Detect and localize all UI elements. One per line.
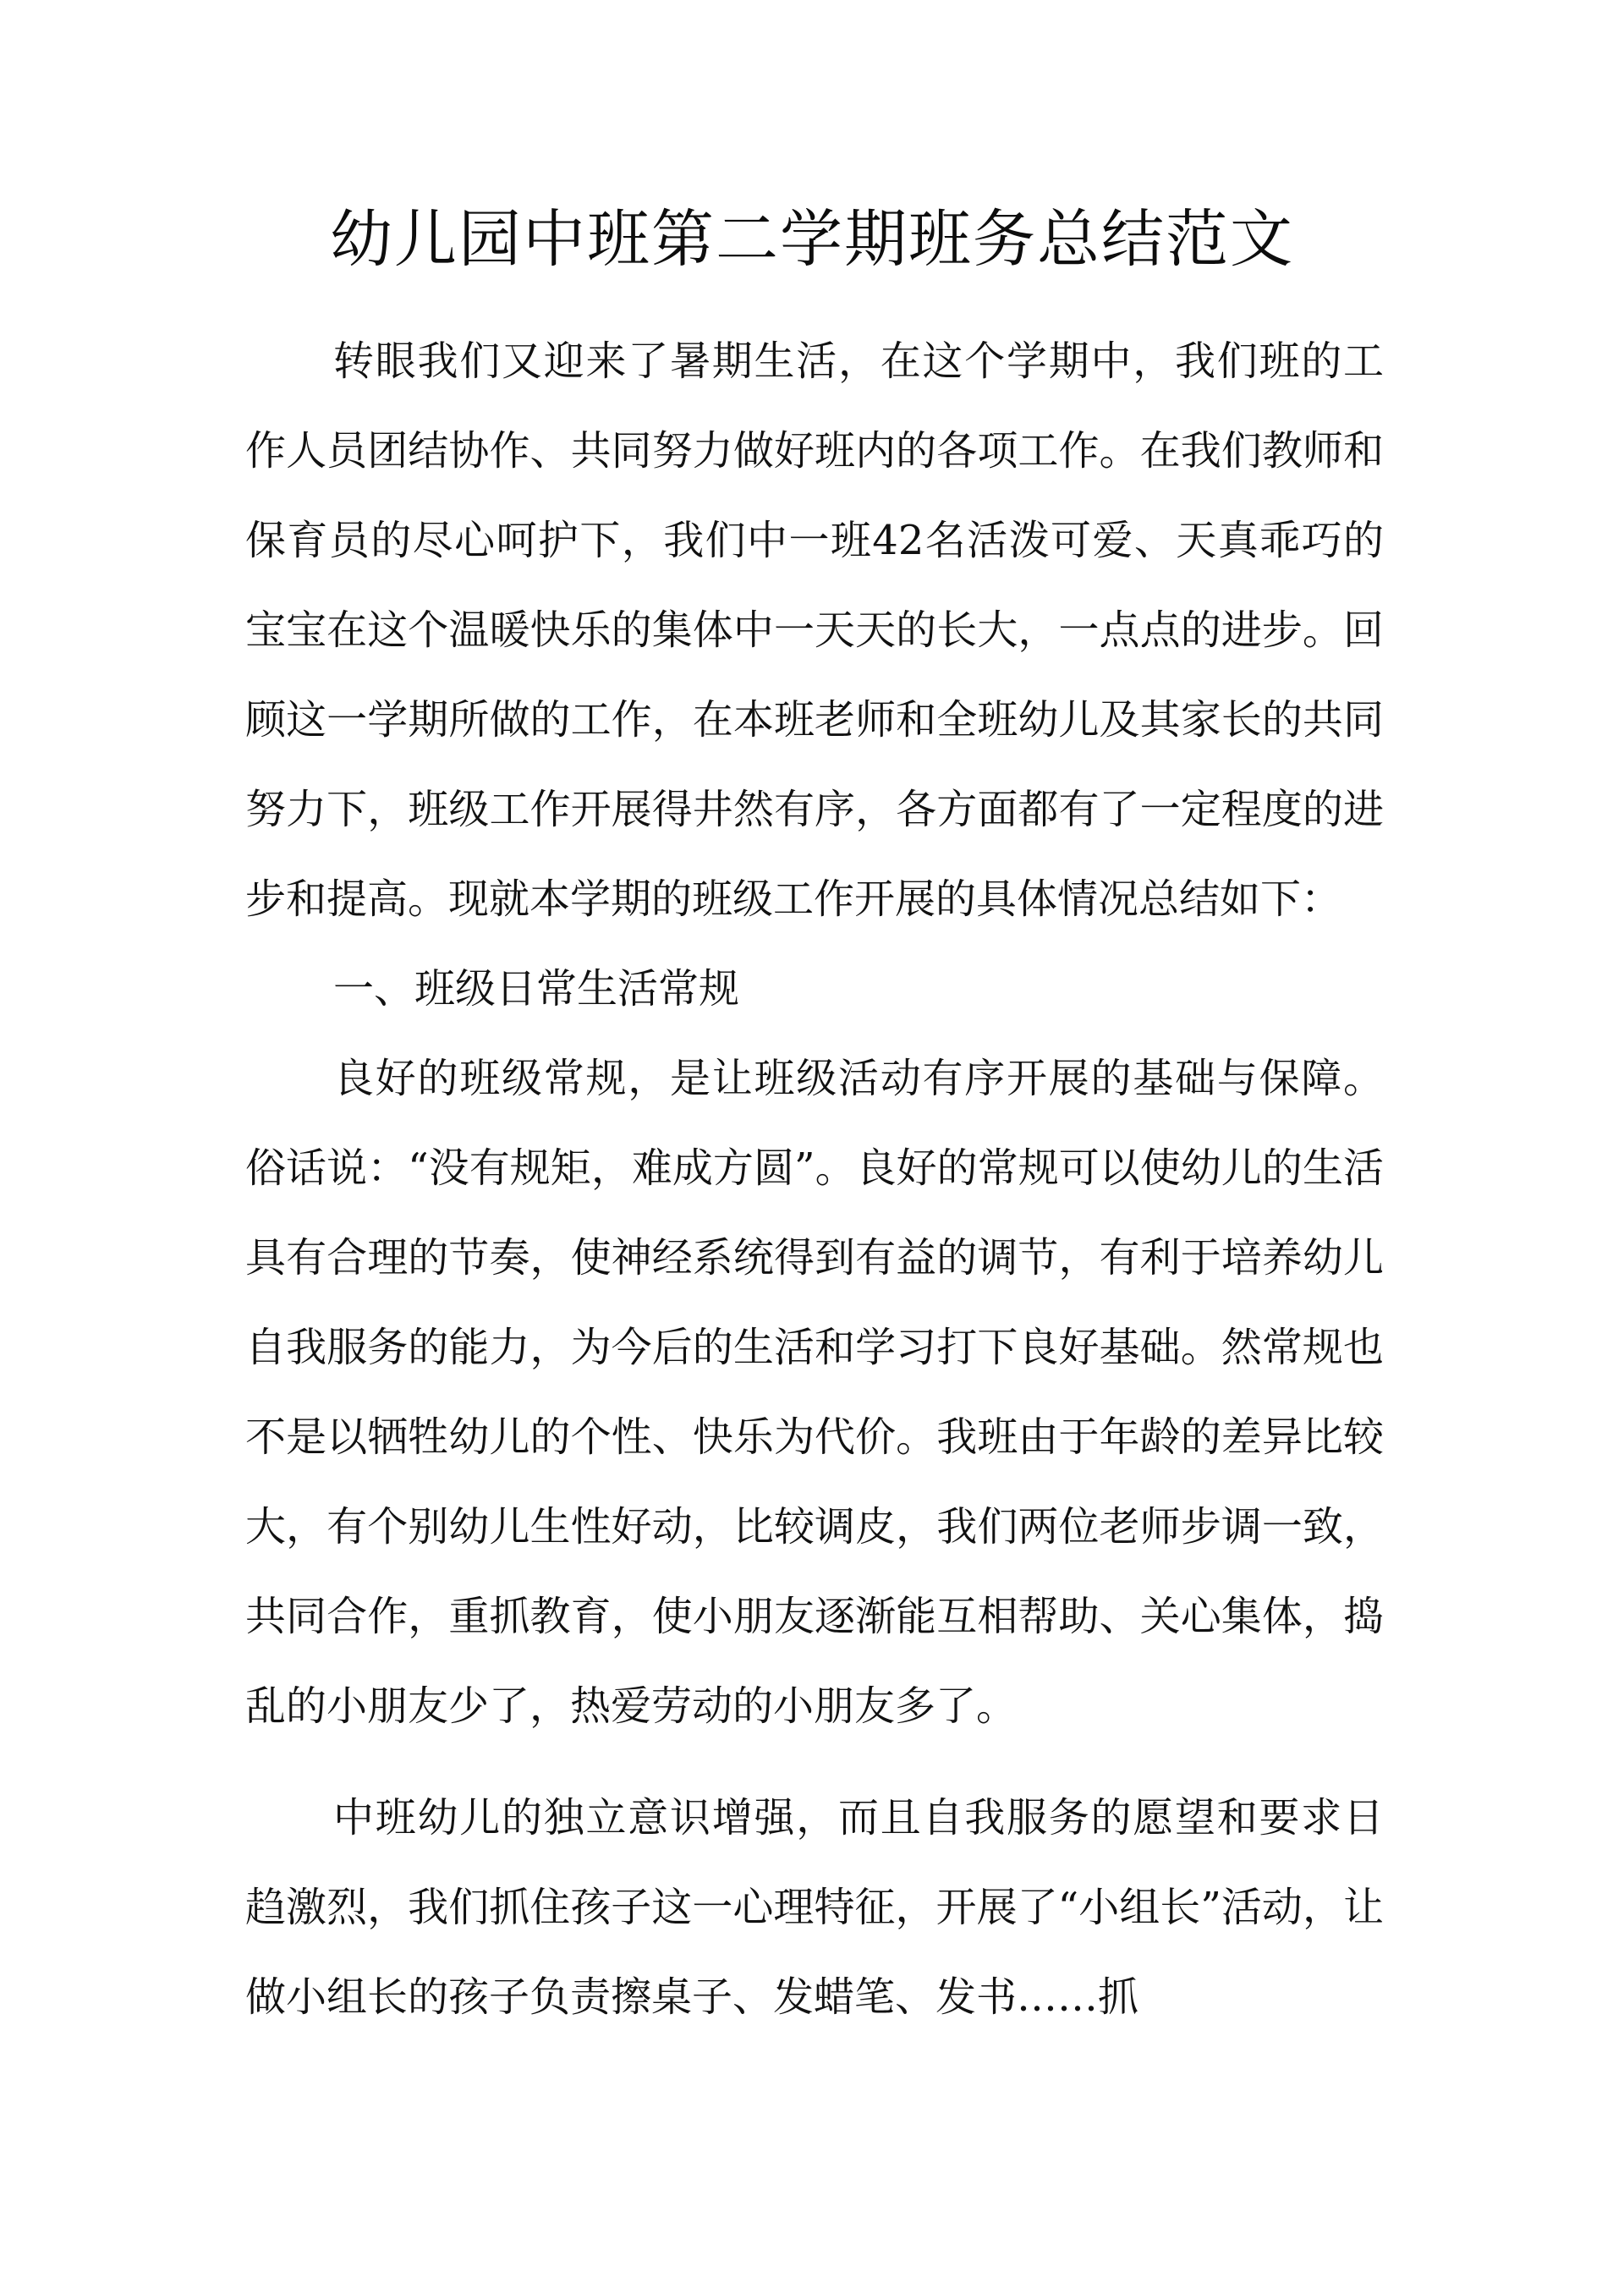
document-body	[245, 316, 1384, 2042]
paragraph-group-leader: 中班幼儿的独立意识增强，而且自我服务的愿望和要求日趋激烈，我们抓住孩子这一心理特征，开展了“小组长”活动，让做小组长的孩子负责擦桌子、发蜡笔、发书……抓	[245, 1794, 1384, 2021]
paragraph-intro: 转眼我们又迎来了暑期生活，在这个学期中，我们班的工作人员团结协作、共同努力做好班内的各项工作。在我们教师和保育员的尽心呵护下，我们中一班42名活泼可爱、天真乖巧的宝宝在这个温暖快乐的集体中一天天的长大，一点点的进步。回顾这一学期所做的工作，在本班老师和全班幼儿及其家长的共同努力下，班级工作开展得井然有序，各方面都有了一定程度的进步和提高。现就本学期的班级工作开展的具体情况总结如下：	[245, 338, 1384, 923]
section-heading-daily-routine: 一、班级日常生活常规	[333, 965, 740, 1013]
paragraph-routine-importance: 良好的班级常规，是让班级活动有序开展的基础与保障。俗话说：“没有规矩，难成方圆”。良好的常规可以使幼儿的生活具有合理的节奏，使神经系统得到有益的调节，有利于培养幼儿自我服务的能力，为今后的生活和学习打下良好基础。然常规也不是以牺牲幼儿的个性、快乐为代价。我班由于年龄的差异比较大，有个别幼儿生性好动，比较调皮，我们两位老师步调一致，共同合作，重抓教育，使小朋友逐渐能互相帮助、关心集体，捣乱的小朋友少了，热爱劳动的小朋友多了。	[245, 1055, 1384, 1730]
document-title: 幼儿园中班第二学期班务总结范文	[330, 203, 1294, 276]
